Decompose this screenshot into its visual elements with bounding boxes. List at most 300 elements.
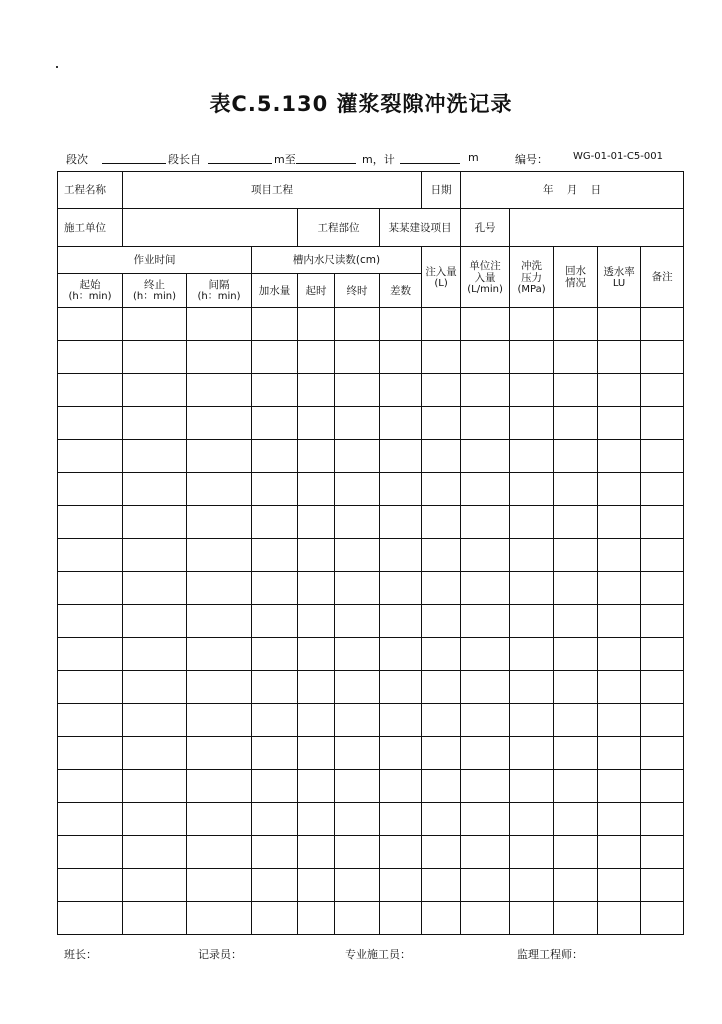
col-start-label: 起始 — [79, 279, 101, 291]
table-cell[interactable] — [123, 902, 187, 935]
table-cell[interactable] — [58, 440, 123, 473]
col-start-time: 起时 — [298, 274, 335, 308]
table-cell[interactable] — [123, 440, 187, 473]
table-cell[interactable] — [58, 902, 123, 935]
table-cell[interactable] — [187, 308, 252, 341]
col-add-water: 加水量 — [252, 274, 298, 308]
col-end-time: 终时 — [335, 274, 380, 308]
table-cell[interactable] — [598, 440, 641, 473]
table-cell[interactable] — [598, 869, 641, 902]
table-cell[interactable] — [335, 737, 380, 770]
table-cell[interactable] — [380, 308, 422, 341]
segment-unit: m — [468, 151, 479, 164]
table-cell[interactable] — [335, 506, 380, 539]
table-cell[interactable] — [598, 605, 641, 638]
table-cell[interactable] — [298, 605, 335, 638]
table-cell[interactable] — [58, 770, 123, 803]
code-value: WG-01-01-C5-001 — [573, 151, 663, 162]
table-cell[interactable] — [58, 572, 123, 605]
table-cell[interactable] — [598, 836, 641, 869]
table-cell[interactable] — [187, 341, 252, 374]
table-cell[interactable] — [380, 440, 422, 473]
table-cell[interactable] — [252, 671, 298, 704]
table-cell[interactable] — [187, 638, 252, 671]
table-cell[interactable] — [298, 374, 335, 407]
table-cell[interactable] — [123, 506, 187, 539]
col-start — [58, 274, 123, 308]
table-cell[interactable] — [422, 605, 461, 638]
table-cell[interactable] — [510, 572, 554, 605]
table-cell[interactable] — [58, 506, 123, 539]
table-row — [58, 506, 684, 539]
table-cell[interactable] — [554, 539, 598, 572]
table-cell[interactable] — [123, 341, 187, 374]
table-cell[interactable] — [298, 803, 335, 836]
table-cell[interactable] — [335, 770, 380, 803]
col-flush-pressure-label: 冲洗压力 — [521, 259, 543, 284]
table-cell[interactable] — [380, 770, 422, 803]
table-cell[interactable] — [461, 605, 510, 638]
table-cell[interactable] — [187, 671, 252, 704]
table-cell[interactable] — [252, 407, 298, 440]
table-cell[interactable] — [422, 770, 461, 803]
table-cell[interactable] — [422, 308, 461, 341]
segment-label: 段次 — [66, 153, 88, 166]
table-cell[interactable] — [187, 605, 252, 638]
table-cell[interactable] — [298, 407, 335, 440]
table-cell[interactable] — [554, 869, 598, 902]
table-cell[interactable] — [641, 308, 684, 341]
table-cell[interactable] — [641, 341, 684, 374]
table-cell[interactable] — [187, 374, 252, 407]
table-cell[interactable] — [123, 704, 187, 737]
table-cell[interactable] — [461, 671, 510, 704]
table-cell[interactable] — [335, 440, 380, 473]
table-cell[interactable] — [554, 737, 598, 770]
table-cell[interactable] — [641, 671, 684, 704]
table-cell[interactable] — [461, 440, 510, 473]
table-cell[interactable] — [298, 737, 335, 770]
table-cell[interactable] — [58, 374, 123, 407]
part-value[interactable]: 某某建设项目 — [380, 209, 461, 247]
table-cell[interactable] — [422, 374, 461, 407]
table-cell[interactable] — [641, 869, 684, 902]
table-cell[interactable] — [187, 704, 252, 737]
table-cell[interactable] — [641, 638, 684, 671]
table-row — [58, 836, 684, 869]
table-cell[interactable] — [380, 539, 422, 572]
table-cell[interactable] — [123, 473, 187, 506]
table-cell[interactable] — [554, 374, 598, 407]
table-cell[interactable] — [298, 638, 335, 671]
table-cell[interactable] — [598, 407, 641, 440]
table-cell[interactable] — [187, 803, 252, 836]
table-cell[interactable] — [510, 737, 554, 770]
table-cell[interactable] — [58, 836, 123, 869]
table-cell[interactable] — [380, 572, 422, 605]
table-cell[interactable] — [554, 638, 598, 671]
table-cell[interactable] — [641, 902, 684, 935]
table-cell[interactable] — [58, 737, 123, 770]
table-cell[interactable] — [187, 440, 252, 473]
table-cell[interactable] — [252, 506, 298, 539]
table-cell[interactable] — [641, 803, 684, 836]
table-cell[interactable] — [298, 308, 335, 341]
table-cell[interactable] — [335, 308, 380, 341]
contractor-value[interactable] — [123, 209, 298, 247]
table-cell[interactable] — [554, 341, 598, 374]
table-cell[interactable] — [252, 902, 298, 935]
table-cell[interactable] — [58, 704, 123, 737]
table-row — [58, 803, 684, 836]
table-cell[interactable] — [554, 506, 598, 539]
table-cell[interactable] — [641, 572, 684, 605]
table-cell[interactable] — [598, 902, 641, 935]
col-injection-unit: (L) — [434, 277, 448, 289]
table-cell[interactable] — [252, 374, 298, 407]
table-row — [58, 902, 684, 935]
table-cell[interactable] — [335, 539, 380, 572]
col-injection — [422, 247, 461, 308]
col-remarks: 备注 — [641, 247, 684, 308]
table-cell[interactable] — [335, 407, 380, 440]
segment-blank[interactable] — [102, 163, 166, 164]
table-cell[interactable] — [187, 407, 252, 440]
table-cell[interactable] — [510, 770, 554, 803]
table-cell[interactable] — [422, 671, 461, 704]
table-cell[interactable] — [298, 473, 335, 506]
table-cell[interactable] — [380, 737, 422, 770]
table-cell[interactable] — [422, 473, 461, 506]
col-permeability — [598, 247, 641, 308]
segment-info-line — [66, 151, 686, 167]
date-value[interactable]: 年 月 日 — [461, 172, 684, 209]
table-cell[interactable] — [510, 704, 554, 737]
table-cell[interactable] — [510, 803, 554, 836]
table-cell[interactable] — [187, 836, 252, 869]
table-cell[interactable] — [123, 836, 187, 869]
table-cell[interactable] — [252, 440, 298, 473]
table-cell[interactable] — [598, 473, 641, 506]
table-cell[interactable] — [252, 341, 298, 374]
table-cell[interactable] — [298, 506, 335, 539]
table-cell[interactable] — [598, 572, 641, 605]
table-cell[interactable] — [461, 803, 510, 836]
table-cell[interactable] — [510, 407, 554, 440]
table-cell[interactable] — [123, 638, 187, 671]
code-label: 编号： — [515, 153, 548, 166]
col-return-water-label: 回水情况 — [565, 265, 587, 289]
table-cell[interactable] — [252, 308, 298, 341]
table-cell[interactable] — [598, 737, 641, 770]
table-cell[interactable] — [461, 374, 510, 407]
table-cell[interactable] — [598, 671, 641, 704]
table-cell[interactable] — [510, 605, 554, 638]
table-row — [58, 638, 684, 671]
table-cell[interactable] — [123, 770, 187, 803]
table-cell[interactable] — [510, 836, 554, 869]
col-flush-pressure — [510, 247, 554, 308]
flushing-record-table — [57, 171, 684, 935]
table-cell[interactable] — [380, 869, 422, 902]
table-cell[interactable] — [422, 506, 461, 539]
table-cell[interactable] — [298, 869, 335, 902]
table-cell[interactable] — [252, 836, 298, 869]
table-cell[interactable] — [298, 836, 335, 869]
table-cell[interactable] — [58, 803, 123, 836]
table-cell[interactable] — [510, 671, 554, 704]
table-cell[interactable] — [641, 770, 684, 803]
table-cell[interactable] — [187, 737, 252, 770]
table-cell[interactable] — [554, 572, 598, 605]
table-cell[interactable] — [187, 473, 252, 506]
table-cell[interactable] — [380, 341, 422, 374]
table-cell[interactable] — [380, 506, 422, 539]
table-cell[interactable] — [58, 638, 123, 671]
table-cell[interactable] — [380, 605, 422, 638]
table-cell[interactable] — [641, 506, 684, 539]
col-end-unit: (h：min) — [133, 291, 176, 302]
table-cell[interactable] — [380, 836, 422, 869]
table-cell[interactable] — [252, 803, 298, 836]
table-cell[interactable] — [123, 803, 187, 836]
table-cell[interactable] — [510, 638, 554, 671]
table-cell[interactable] — [380, 704, 422, 737]
table-cell[interactable] — [335, 803, 380, 836]
table-cell[interactable] — [461, 770, 510, 803]
segment-from-blank[interactable] — [208, 163, 272, 164]
table-cell[interactable] — [510, 539, 554, 572]
table-cell[interactable] — [187, 902, 252, 935]
table-cell[interactable] — [461, 308, 510, 341]
table-cell[interactable] — [598, 539, 641, 572]
col-end-label: 终止 — [144, 279, 165, 291]
segment-total-blank[interactable] — [400, 163, 460, 164]
table-cell[interactable] — [335, 704, 380, 737]
table-cell[interactable] — [335, 671, 380, 704]
table-cell[interactable] — [510, 308, 554, 341]
signature-footer — [0, 946, 722, 962]
table-cell[interactable] — [252, 638, 298, 671]
table-cell[interactable] — [422, 836, 461, 869]
table-cell[interactable] — [461, 869, 510, 902]
table-cell[interactable] — [554, 308, 598, 341]
table-cell[interactable] — [422, 869, 461, 902]
table-cell[interactable] — [422, 638, 461, 671]
table-cell[interactable] — [461, 473, 510, 506]
table-cell[interactable] — [123, 671, 187, 704]
table-row — [58, 407, 684, 440]
table-cell[interactable] — [335, 473, 380, 506]
table-cell[interactable] — [461, 704, 510, 737]
table-cell[interactable] — [641, 473, 684, 506]
table-cell[interactable] — [123, 869, 187, 902]
table-cell[interactable] — [641, 836, 684, 869]
table-cell[interactable] — [554, 473, 598, 506]
table-cell[interactable] — [554, 770, 598, 803]
segment-to-label: m至 — [274, 153, 296, 166]
table-cell[interactable] — [380, 671, 422, 704]
table-cell[interactable] — [123, 737, 187, 770]
table-cell[interactable] — [554, 836, 598, 869]
table-cell[interactable] — [461, 407, 510, 440]
contractor-label: 施工单位 — [58, 209, 123, 247]
table-cell[interactable] — [510, 374, 554, 407]
table-cell[interactable] — [641, 440, 684, 473]
table-cell[interactable] — [252, 869, 298, 902]
table-cell[interactable] — [598, 704, 641, 737]
table-cell[interactable] — [335, 836, 380, 869]
table-cell[interactable] — [380, 803, 422, 836]
table-cell[interactable] — [641, 605, 684, 638]
table-cell[interactable] — [598, 506, 641, 539]
table-cell[interactable] — [123, 605, 187, 638]
table-cell[interactable] — [298, 704, 335, 737]
table-cell[interactable] — [298, 539, 335, 572]
table-cell[interactable] — [187, 770, 252, 803]
table-cell[interactable] — [298, 341, 335, 374]
table-cell[interactable] — [380, 902, 422, 935]
table-cell[interactable] — [598, 638, 641, 671]
table-cell[interactable] — [58, 539, 123, 572]
table-cell[interactable] — [58, 308, 123, 341]
table-cell[interactable] — [298, 440, 335, 473]
table-cell[interactable] — [422, 803, 461, 836]
segment-to-blank[interactable] — [296, 163, 356, 164]
table-cell[interactable] — [598, 341, 641, 374]
table-cell[interactable] — [252, 473, 298, 506]
table-cell[interactable] — [641, 374, 684, 407]
table-cell[interactable] — [298, 671, 335, 704]
table-cell[interactable] — [461, 341, 510, 374]
recorder-label: 记录员： — [198, 948, 242, 961]
table-cell[interactable] — [252, 704, 298, 737]
table-cell[interactable] — [461, 638, 510, 671]
table-cell[interactable] — [252, 572, 298, 605]
col-injection-label: 注入量 — [425, 265, 457, 278]
table-cell[interactable] — [554, 605, 598, 638]
table-cell[interactable] — [461, 506, 510, 539]
table-cell[interactable] — [598, 770, 641, 803]
project-name-value[interactable]: 项目工程 — [123, 172, 422, 209]
table-cell[interactable] — [422, 341, 461, 374]
table-cell[interactable] — [298, 902, 335, 935]
table-cell[interactable] — [335, 341, 380, 374]
table-cell[interactable] — [252, 770, 298, 803]
table-cell[interactable] — [298, 770, 335, 803]
table-cell[interactable] — [641, 407, 684, 440]
table-cell[interactable] — [252, 605, 298, 638]
table-cell[interactable] — [335, 869, 380, 902]
table-cell[interactable] — [554, 407, 598, 440]
table-cell[interactable] — [461, 737, 510, 770]
table-cell[interactable] — [554, 704, 598, 737]
table-cell[interactable] — [641, 704, 684, 737]
table-cell[interactable] — [58, 605, 123, 638]
table-cell[interactable] — [187, 506, 252, 539]
table-cell[interactable] — [422, 539, 461, 572]
table-cell[interactable] — [422, 704, 461, 737]
table-cell[interactable] — [422, 572, 461, 605]
table-cell[interactable] — [510, 440, 554, 473]
table-cell[interactable] — [510, 902, 554, 935]
table-cell[interactable] — [598, 308, 641, 341]
table-cell[interactable] — [461, 836, 510, 869]
col-unit-injection-label: 单位注入量 — [469, 259, 501, 284]
col-work-time: 作业时间 — [58, 247, 252, 274]
table-cell[interactable] — [58, 671, 123, 704]
table-cell[interactable] — [380, 407, 422, 440]
table-cell[interactable] — [380, 374, 422, 407]
col-unit-injection — [461, 247, 510, 308]
table-cell[interactable] — [187, 539, 252, 572]
table-cell[interactable] — [298, 572, 335, 605]
table-cell[interactable] — [123, 374, 187, 407]
table-cell[interactable] — [422, 407, 461, 440]
table-cell[interactable] — [335, 572, 380, 605]
table-cell[interactable] — [554, 440, 598, 473]
table-cell[interactable] — [380, 638, 422, 671]
table-row — [58, 671, 684, 704]
table-cell[interactable] — [187, 869, 252, 902]
table-row — [58, 440, 684, 473]
table-cell[interactable] — [123, 539, 187, 572]
table-cell[interactable] — [58, 473, 123, 506]
table-cell[interactable] — [510, 341, 554, 374]
table-cell[interactable] — [461, 539, 510, 572]
table-row — [58, 572, 684, 605]
table-cell[interactable] — [641, 539, 684, 572]
table-cell[interactable] — [335, 374, 380, 407]
table-cell[interactable] — [422, 737, 461, 770]
table-cell[interactable] — [554, 902, 598, 935]
table-cell[interactable] — [335, 638, 380, 671]
table-cell[interactable] — [510, 506, 554, 539]
table-cell[interactable] — [422, 440, 461, 473]
table-cell[interactable] — [510, 473, 554, 506]
table-row — [58, 737, 684, 770]
table-cell[interactable] — [380, 473, 422, 506]
table-cell[interactable] — [510, 869, 554, 902]
table-cell[interactable] — [123, 572, 187, 605]
col-permeability-label: 透水率 — [603, 265, 635, 278]
table-cell[interactable] — [58, 869, 123, 902]
table-cell[interactable] — [58, 341, 123, 374]
table-cell[interactable] — [187, 572, 252, 605]
table-cell[interactable] — [598, 374, 641, 407]
table-cell[interactable] — [335, 902, 380, 935]
table-cell[interactable] — [554, 671, 598, 704]
table-cell[interactable] — [252, 539, 298, 572]
table-cell[interactable] — [461, 572, 510, 605]
table-cell[interactable] — [123, 308, 187, 341]
hole-label: 孔号 — [461, 209, 510, 247]
data-rows — [58, 308, 684, 935]
table-cell[interactable] — [335, 605, 380, 638]
table-row — [58, 539, 684, 572]
table-cell[interactable] — [641, 737, 684, 770]
table-cell[interactable] — [461, 902, 510, 935]
col-return-water — [554, 247, 598, 308]
table-cell[interactable] — [252, 737, 298, 770]
table-cell[interactable] — [58, 407, 123, 440]
col-difference: 差数 — [380, 274, 422, 308]
table-cell[interactable] — [422, 902, 461, 935]
table-cell[interactable] — [598, 803, 641, 836]
table-cell[interactable] — [123, 407, 187, 440]
table-cell[interactable] — [554, 803, 598, 836]
hole-value[interactable] — [510, 209, 684, 247]
